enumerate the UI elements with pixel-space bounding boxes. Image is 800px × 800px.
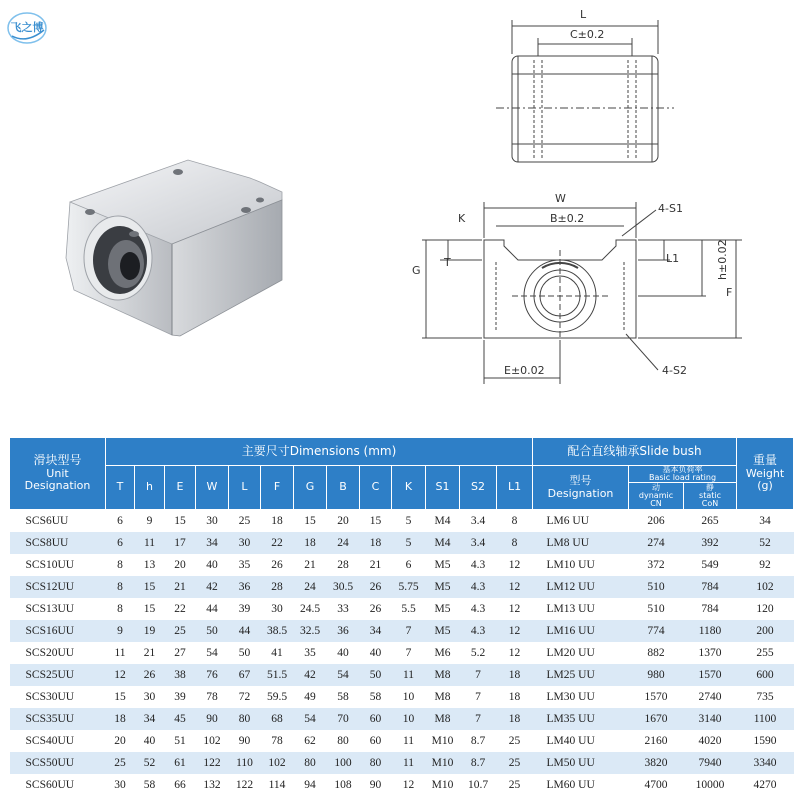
table-cell: 28	[327, 554, 360, 576]
table-cell: 4.3	[460, 620, 497, 642]
table-cell: 19	[135, 620, 165, 642]
table-cell: 28	[261, 576, 294, 598]
cell-bush-designation: LM13 UU	[533, 598, 629, 620]
table-cell: 17	[165, 532, 196, 554]
table-cell: 35	[229, 554, 261, 576]
cell-bush-designation: LM10 UU	[533, 554, 629, 576]
table-cell: 36	[229, 576, 261, 598]
table-row	[10, 730, 794, 752]
table-cell: 102	[737, 576, 794, 598]
cell-bush-designation: LM60 UU	[533, 774, 629, 796]
table-cell: 40	[196, 554, 229, 576]
table-cell: 120	[737, 598, 794, 620]
header-static: 静 static CoN	[684, 483, 737, 510]
table-cell: M10	[426, 752, 460, 774]
header-col-B: B	[327, 466, 360, 510]
table-cell: 7940	[684, 752, 737, 774]
table-cell: 6	[106, 532, 135, 554]
table-cell: 15	[106, 686, 135, 708]
table-cell: 1570	[684, 664, 737, 686]
table-cell: 10	[392, 708, 426, 730]
dim-label-L1: L1	[666, 252, 680, 265]
table-cell: 4700	[629, 774, 684, 796]
table-cell: 21	[165, 576, 196, 598]
table-cell: 3820	[629, 752, 684, 774]
table-cell: 13	[135, 554, 165, 576]
table-cell: 94	[294, 774, 327, 796]
table-cell: 5	[392, 532, 426, 554]
header-col-G: G	[294, 466, 327, 510]
table-cell: 36	[327, 620, 360, 642]
dim-label-C: C±0.2	[570, 28, 605, 41]
table-cell: M5	[426, 598, 460, 620]
table-cell: 8	[106, 554, 135, 576]
table-cell: 1180	[684, 620, 737, 642]
table-cell: 10	[392, 686, 426, 708]
cell-unit-designation: SCS13UU	[10, 598, 106, 620]
table-cell: 50	[196, 620, 229, 642]
header-col-S2: S2	[460, 466, 497, 510]
table-cell: 1370	[684, 642, 737, 664]
table-cell: 44	[229, 620, 261, 642]
cell-bush-designation: LM12 UU	[533, 576, 629, 598]
table-cell: 18	[261, 510, 294, 533]
table-cell: 62	[294, 730, 327, 752]
table-cell: M8	[426, 708, 460, 730]
table-cell: 5	[392, 510, 426, 533]
table-cell: 200	[737, 620, 794, 642]
table-cell: 8	[106, 576, 135, 598]
table-cell: 30	[106, 774, 135, 796]
dim-label-K: K	[458, 212, 466, 225]
table-cell: 30	[261, 598, 294, 620]
header-col-K: K	[392, 466, 426, 510]
technical-drawing	[400, 0, 800, 400]
table-cell: M8	[426, 686, 460, 708]
table-cell: 40	[135, 730, 165, 752]
spec-table	[9, 437, 794, 796]
table-cell: 18	[497, 686, 533, 708]
table-cell: M8	[426, 664, 460, 686]
table-cell: 392	[684, 532, 737, 554]
table-cell: 54	[196, 642, 229, 664]
table-cell: 44	[196, 598, 229, 620]
table-cell: 50	[360, 664, 392, 686]
table-cell: 40	[327, 642, 360, 664]
table-cell: 58	[327, 686, 360, 708]
cell-unit-designation: SCS8UU	[10, 532, 106, 554]
table-cell: M5	[426, 576, 460, 598]
table-row	[10, 510, 794, 533]
table-cell: 3.4	[460, 510, 497, 533]
table-cell: 11	[135, 532, 165, 554]
header-col-C: C	[360, 466, 392, 510]
table-cell: 30	[135, 686, 165, 708]
dim-label-L: L	[580, 8, 587, 21]
table-cell: 26	[360, 598, 392, 620]
table-cell: 54	[327, 664, 360, 686]
table-cell: 108	[327, 774, 360, 796]
table-cell: 41	[261, 642, 294, 664]
table-cell: 10000	[684, 774, 737, 796]
table-cell: 92	[737, 554, 794, 576]
table-row	[10, 774, 794, 796]
table-cell: 67	[229, 664, 261, 686]
table-cell: 11	[106, 642, 135, 664]
table-cell: 15	[135, 598, 165, 620]
table-cell: 11	[392, 730, 426, 752]
header-col-h: h	[135, 466, 165, 510]
table-cell: 1570	[629, 686, 684, 708]
table-row	[10, 708, 794, 730]
table-cell: 60	[360, 730, 392, 752]
table-cell: 80	[229, 708, 261, 730]
table-cell: 33	[327, 598, 360, 620]
table-cell: 8.7	[460, 752, 497, 774]
table-cell: 4.3	[460, 554, 497, 576]
table-cell: 7	[460, 686, 497, 708]
table-row	[10, 620, 794, 642]
cell-bush-designation: LM40 UU	[533, 730, 629, 752]
table-cell: 34	[196, 532, 229, 554]
table-cell: 18	[497, 664, 533, 686]
dim-label-G: G	[412, 264, 421, 277]
header-weight: 重量 Weight (g)	[737, 438, 794, 510]
table-cell: 3.4	[460, 532, 497, 554]
header-col-L: L	[229, 466, 261, 510]
table-cell: 25	[106, 752, 135, 774]
table-cell: 25	[497, 730, 533, 752]
cell-bush-designation: LM30 UU	[533, 686, 629, 708]
table-cell: M6	[426, 642, 460, 664]
table-cell: M5	[426, 554, 460, 576]
table-cell: 5.2	[460, 642, 497, 664]
table-cell: 1590	[737, 730, 794, 752]
table-cell: 25	[165, 620, 196, 642]
table-cell: 42	[196, 576, 229, 598]
table-cell: 12	[497, 620, 533, 642]
header-dynamic: 动 dynamic CN	[629, 483, 684, 510]
dim-label-h: h±0.02	[716, 239, 729, 280]
table-row	[10, 686, 794, 708]
table-cell: 42	[294, 664, 327, 686]
table-cell: 8	[497, 532, 533, 554]
table-cell: 52	[135, 752, 165, 774]
table-cell: 90	[229, 730, 261, 752]
table-cell: 12	[497, 554, 533, 576]
header-col-W: W	[196, 466, 229, 510]
table-cell: 255	[737, 642, 794, 664]
table-cell: 5.75	[392, 576, 426, 598]
table-cell: 122	[196, 752, 229, 774]
table-cell: 1100	[737, 708, 794, 730]
cell-bush-designation: LM20 UU	[533, 642, 629, 664]
table-cell: 7	[392, 642, 426, 664]
dim-label-B: B±0.2	[550, 212, 585, 225]
cell-unit-designation: SCS10UU	[10, 554, 106, 576]
table-cell: 3140	[684, 708, 737, 730]
table-row	[10, 532, 794, 554]
header-dimensions: 主要尺寸Dimensions (mm)	[106, 438, 533, 466]
table-cell: 54	[294, 708, 327, 730]
spec-table-body	[10, 510, 794, 797]
table-cell: 15	[135, 576, 165, 598]
cell-unit-designation: SCS35UU	[10, 708, 106, 730]
header-col-T: T	[106, 466, 135, 510]
table-cell: 18	[106, 708, 135, 730]
table-cell: 265	[684, 510, 737, 533]
table-cell: 102	[196, 730, 229, 752]
cell-unit-designation: SCS25UU	[10, 664, 106, 686]
table-cell: 10.7	[460, 774, 497, 796]
table-cell: 12	[106, 664, 135, 686]
dim-label-W: W	[555, 192, 566, 205]
table-cell: 132	[196, 774, 229, 796]
table-cell: 20	[106, 730, 135, 752]
table-cell: 26	[360, 576, 392, 598]
table-cell: 7	[392, 620, 426, 642]
table-cell: 7	[460, 664, 497, 686]
table-cell: 24	[327, 532, 360, 554]
table-cell: 26	[261, 554, 294, 576]
cell-unit-designation: SCS12UU	[10, 576, 106, 598]
table-cell: 9	[135, 510, 165, 533]
header-col-L1: L1	[497, 466, 533, 510]
table-cell: 38	[165, 664, 196, 686]
table-cell: 5.5	[392, 598, 426, 620]
table-cell: 15	[360, 510, 392, 533]
table-cell: 80	[360, 752, 392, 774]
table-cell: 25	[497, 774, 533, 796]
table-cell: 4.3	[460, 598, 497, 620]
cell-unit-designation: SCS16UU	[10, 620, 106, 642]
table-cell: M10	[426, 730, 460, 752]
table-cell: 11	[392, 752, 426, 774]
table-cell: 90	[196, 708, 229, 730]
table-cell: 206	[629, 510, 684, 533]
cell-unit-designation: SCS40UU	[10, 730, 106, 752]
table-cell: 61	[165, 752, 196, 774]
table-cell: 122	[229, 774, 261, 796]
table-cell: 102	[261, 752, 294, 774]
table-cell: M5	[426, 620, 460, 642]
table-cell: 50	[229, 642, 261, 664]
table-cell: 30.5	[327, 576, 360, 598]
table-cell: 34	[737, 510, 794, 533]
table-cell: 78	[261, 730, 294, 752]
cell-bush-designation: LM35 UU	[533, 708, 629, 730]
table-row	[10, 576, 794, 598]
dim-label-S2: 4-S2	[662, 364, 687, 377]
cell-unit-designation: SCS6UU	[10, 510, 106, 533]
table-cell: 22	[165, 598, 196, 620]
header-bush-designation: 型号 Designation	[533, 466, 629, 510]
table-cell: 60	[360, 708, 392, 730]
table-cell: 78	[196, 686, 229, 708]
table-cell: 784	[684, 576, 737, 598]
table-cell: 12	[392, 774, 426, 796]
table-cell: 7	[460, 708, 497, 730]
table-cell: 72	[229, 686, 261, 708]
table-cell: 372	[629, 554, 684, 576]
header-col-E: E	[165, 466, 196, 510]
table-cell: M4	[426, 532, 460, 554]
table-cell: 51	[165, 730, 196, 752]
table-cell: 6	[392, 554, 426, 576]
table-cell: 600	[737, 664, 794, 686]
cell-bush-designation: LM8 UU	[533, 532, 629, 554]
cell-bush-designation: LM6 UU	[533, 510, 629, 533]
table-cell: 30	[196, 510, 229, 533]
cell-unit-designation: SCS30UU	[10, 686, 106, 708]
table-cell: 2160	[629, 730, 684, 752]
table-cell: 21	[135, 642, 165, 664]
cell-bush-designation: LM50 UU	[533, 752, 629, 774]
table-cell: 39	[165, 686, 196, 708]
table-cell: 18	[497, 708, 533, 730]
table-cell: 34	[360, 620, 392, 642]
brand-logo	[6, 8, 48, 48]
table-cell: 25	[229, 510, 261, 533]
table-cell: 27	[165, 642, 196, 664]
table-cell: 58	[360, 686, 392, 708]
table-cell: 274	[629, 532, 684, 554]
table-cell: 735	[737, 686, 794, 708]
table-cell: 76	[196, 664, 229, 686]
dim-label-T: T	[444, 256, 451, 269]
table-cell: 3340	[737, 752, 794, 774]
table-cell: 4020	[684, 730, 737, 752]
table-cell: 80	[327, 730, 360, 752]
table-cell: 882	[629, 642, 684, 664]
header-col-F: F	[261, 466, 294, 510]
table-cell: 784	[684, 598, 737, 620]
table-cell: 45	[165, 708, 196, 730]
table-cell: 4270	[737, 774, 794, 796]
dim-label-E: E±0.02	[504, 364, 545, 377]
table-cell: 51.5	[261, 664, 294, 686]
table-cell: 774	[629, 620, 684, 642]
table-cell: 20	[165, 554, 196, 576]
table-cell: 15	[294, 510, 327, 533]
header-unit-designation: 滑块型号 Unit Designation	[10, 438, 106, 510]
table-cell: 25	[497, 752, 533, 774]
product-photo	[50, 140, 310, 350]
table-cell: 12	[497, 642, 533, 664]
table-cell: 20	[327, 510, 360, 533]
cell-unit-designation: SCS20UU	[10, 642, 106, 664]
table-cell: 100	[327, 752, 360, 774]
table-cell: M4	[426, 510, 460, 533]
table-cell: 38.5	[261, 620, 294, 642]
table-cell: 21	[360, 554, 392, 576]
cell-bush-designation: LM16 UU	[533, 620, 629, 642]
header-slide-bush: 配合直线轴承Slide bush	[533, 438, 737, 466]
header-load-rating: 基本负荷率 Basic load rating	[629, 466, 737, 483]
table-row	[10, 642, 794, 664]
table-cell: 510	[629, 576, 684, 598]
table-cell: 30	[229, 532, 261, 554]
table-cell: 8.7	[460, 730, 497, 752]
table-cell: 9	[106, 620, 135, 642]
table-cell: 18	[294, 532, 327, 554]
table-cell: 80	[294, 752, 327, 774]
table-cell: 26	[135, 664, 165, 686]
table-cell: 52	[737, 532, 794, 554]
cell-bush-designation: LM25 UU	[533, 664, 629, 686]
table-cell: 34	[135, 708, 165, 730]
table-cell: 24.5	[294, 598, 327, 620]
table-cell: 70	[327, 708, 360, 730]
table-cell: 15	[165, 510, 196, 533]
cell-unit-designation: SCS50UU	[10, 752, 106, 774]
table-cell: 8	[497, 510, 533, 533]
table-cell: 35	[294, 642, 327, 664]
table-cell: 24	[294, 576, 327, 598]
table-cell: 114	[261, 774, 294, 796]
table-cell: 12	[497, 598, 533, 620]
dim-label-S1: 4-S1	[658, 202, 683, 215]
table-cell: 4.3	[460, 576, 497, 598]
table-row	[10, 554, 794, 576]
table-cell: 12	[497, 576, 533, 598]
header-col-S1: S1	[426, 466, 460, 510]
table-cell: 549	[684, 554, 737, 576]
table-cell: 58	[135, 774, 165, 796]
table-cell: 110	[229, 752, 261, 774]
cell-unit-designation: SCS60UU	[10, 774, 106, 796]
table-cell: 980	[629, 664, 684, 686]
table-cell: 40	[360, 642, 392, 664]
dim-label-F: F	[726, 286, 733, 299]
table-cell: 8	[106, 598, 135, 620]
table-cell: 18	[360, 532, 392, 554]
table-row	[10, 598, 794, 620]
table-row	[10, 664, 794, 686]
table-cell: 11	[392, 664, 426, 686]
table-cell: 22	[261, 532, 294, 554]
table-cell: 6	[106, 510, 135, 533]
logo-text: 飞之博	[10, 21, 44, 34]
table-cell: 510	[629, 598, 684, 620]
table-cell: 68	[261, 708, 294, 730]
table-cell: 2740	[684, 686, 737, 708]
table-cell: 90	[360, 774, 392, 796]
table-cell: 49	[294, 686, 327, 708]
table-cell: 59.5	[261, 686, 294, 708]
table-cell: 1670	[629, 708, 684, 730]
table-cell: 21	[294, 554, 327, 576]
table-row	[10, 752, 794, 774]
table-cell: 39	[229, 598, 261, 620]
table-cell: 32.5	[294, 620, 327, 642]
table-cell: M10	[426, 774, 460, 796]
table-cell: 66	[165, 774, 196, 796]
